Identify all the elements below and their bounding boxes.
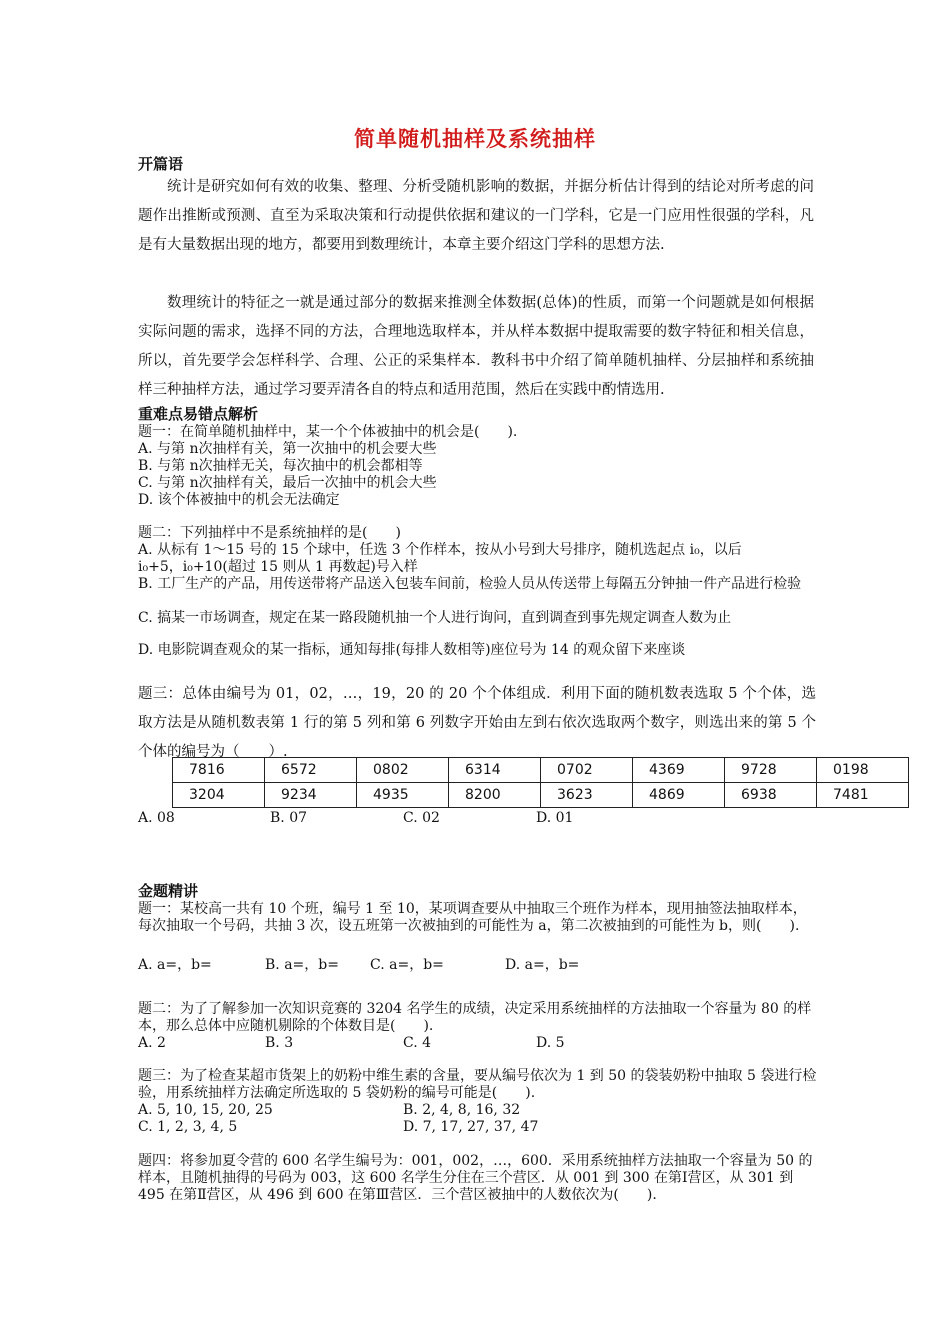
table-cell: 4369 (633, 758, 725, 783)
exercise-3-stem: 题三：为了检查某超市货架上的奶粉中维生素的含量，要从编号依次为 1 到 50 的袋装奶粉中抽取 5 袋进行检验，用系统抽样方法确定所选取的 5 袋奶粉的编号可能是( ). (138, 1068, 817, 1101)
page-title: 简单随机抽样及系统抽样 (354, 127, 596, 151)
exercise-3-option-b: B. 2, 4, 8, 16, 32 (403, 1102, 521, 1118)
question-3-option-c: C. 02 (403, 810, 440, 826)
exercise-2-option-b: B. 3 (265, 1035, 294, 1051)
exercise-1-option-c: C. a=，b= (370, 957, 444, 973)
question-3-option-a: A. 08 (138, 810, 175, 826)
table-cell: 4935 (357, 783, 449, 808)
question-2-option-c: C. 搞某一市场调查，规定在某一路段随机抽一个人进行询问，直到调查到事先规定调查人数为止 (138, 610, 732, 626)
question-2-option-b: B. 工厂生产的产品，用传送带将产品送入包装车间前，检验人员从传送带上每隔五分钟抽一件产品进行检验 (138, 576, 802, 592)
section-heading-exercises: 金题精讲 (138, 882, 199, 900)
table-cell: 0802 (357, 758, 449, 783)
exercise-1-option-a: A. a=，b= (138, 957, 212, 973)
question-1-option-d: D. 该个体被抽中的机会无法确定 (138, 492, 340, 508)
table-cell: 9234 (265, 783, 357, 808)
table-cell: 0198 (817, 758, 909, 783)
question-3-option-b: B. 07 (270, 810, 308, 826)
question-2-option-a-line2: i₀+5，i₀+10(超过 15 则从 1 再数起)号入样 (138, 559, 418, 575)
table-cell: 6938 (725, 783, 817, 808)
intro-paragraph-2: 数理统计的特征之一就是通过部分的数据来推测全体数据(总体)的性质，而第一个问题就是如何根据实际问题的需求，选择不同的方法，合理地选取样本，并从样本数据中提取需要的数字特征和相关信息，所以，首先要学会怎样科学、合理、公正的采集样本．教科书中介绍了简单随机抽样、分层抽样和系统抽样三种抽样方法，通过学习要弄清各自的特点和适用范围，然后在实践中酌情选用. (138, 295, 814, 398)
question-1-option-b: B. 与第 n次抽样无关，每次抽中的机会都相等 (138, 458, 423, 474)
intro-paragraph-1: 统计是研究如何有效的收集、整理、分析受随机影响的数据，并据分析估计得到的结论对所考虑的问题作出推断或预测、直至为采取决策和行动提供依据和建议的一门学科，它是一门应用性很强的学科，凡是有大量数据出现的地方，都要用到数理统计，本章主要介绍这门学科的思想方法. (138, 179, 814, 253)
exercise-2-stem: 题二：为了了解参加一次知识竞赛的 3204 名学生的成绩，决定采用系统抽样的方法抽取一个容量为 80 的样本，那么总体中应随机剔除的个体数目是( ). (138, 1001, 812, 1034)
exercise-4-stem: 题四：将参加夏令营的 600 名学生编号为：001，002，…，600．采用系统抽样方法抽取一个容量为 50 的样本，且随机抽得的号码为 003，这 600 名学生分住在三个营区．从 001 到 300 在第Ⅰ营区，从 301 到 495 在第Ⅱ营区，从 496 到 600 在第Ⅲ营区．三个营区被抽中的人数依次为( ). (138, 1153, 813, 1203)
table-cell: 3623 (541, 783, 633, 808)
exercise-3-option-a: A. 5, 10, 15, 20, 25 (138, 1102, 273, 1118)
question-3-option-d: D. 01 (536, 810, 574, 826)
table-row (173, 783, 909, 808)
question-1-option-c: C. 与第 n次抽样有关，最后一次抽中的机会大些 (138, 475, 437, 491)
table-cell: 8200 (449, 783, 541, 808)
question-1-stem: 题一：在简单随机抽样中，某一个个体被抽中的机会是( ). (138, 424, 518, 440)
table-cell: 4869 (633, 783, 725, 808)
question-3-stem: 题三：总体由编号为 01，02，…，19，20 的 20 个个体组成．利用下面的随机数表选取 5 个个体，选取方法是从随机数表第 1 行的第 5 列和第 6 列数字开始由左到右依次选取两个数字，则选出来的第 5 个个体的编号为（ ）. (138, 686, 816, 760)
exercise-3-option-c: C. 1, 2, 3, 4, 5 (138, 1119, 238, 1135)
table-cell: 9728 (725, 758, 817, 783)
table-cell: 3204 (173, 783, 265, 808)
exercise-2-option-c: C. 4 (403, 1035, 432, 1051)
table-row (173, 758, 909, 783)
question-2-option-d: D. 电影院调查观众的某一指标，通知每排(每排人数相等)座位号为 14 的观众留下来座谈 (138, 642, 686, 658)
random-number-table (172, 757, 909, 808)
intro-heading: 开篇语 (138, 155, 184, 173)
exercise-1-option-d: D. a=，b= (505, 957, 580, 973)
exercise-1-stem: 题一：某校高一共有 10 个班，编号 1 至 10，某项调查要从中抽取三个班作为样本，现用抽签法抽取样本，每次抽取一个号码，共抽 3 次，设五班第一次被抽到的可能性为 a，第二次被抽到的可能性为 b，则( ). (138, 901, 807, 934)
exercise-1-option-b: B. a=，b= (265, 957, 339, 973)
table-cell: 6314 (449, 758, 541, 783)
section-heading-analysis: 重难点易错点解析 (138, 405, 259, 423)
exercise-2-option-a: A. 2 (138, 1035, 166, 1051)
question-2-stem: 题二：下列抽样中不是系统抽样的是( ) (138, 525, 401, 541)
exercise-2-option-d: D. 5 (536, 1035, 565, 1051)
table-cell: 7481 (817, 783, 909, 808)
table-cell: 0702 (541, 758, 633, 783)
question-1-option-a: A. 与第 n次抽样有关，第一次抽中的机会要大些 (138, 441, 437, 457)
table-cell: 7816 (173, 758, 265, 783)
exercise-3-option-d: D. 7, 17, 27, 37, 47 (403, 1119, 539, 1135)
table-cell: 6572 (265, 758, 357, 783)
question-2-option-a-line1: A. 从标有 1～15 号的 15 个球中，任选 3 个作样本，按从小号到大号排序，随机选起点 i₀，以后 (138, 542, 742, 558)
